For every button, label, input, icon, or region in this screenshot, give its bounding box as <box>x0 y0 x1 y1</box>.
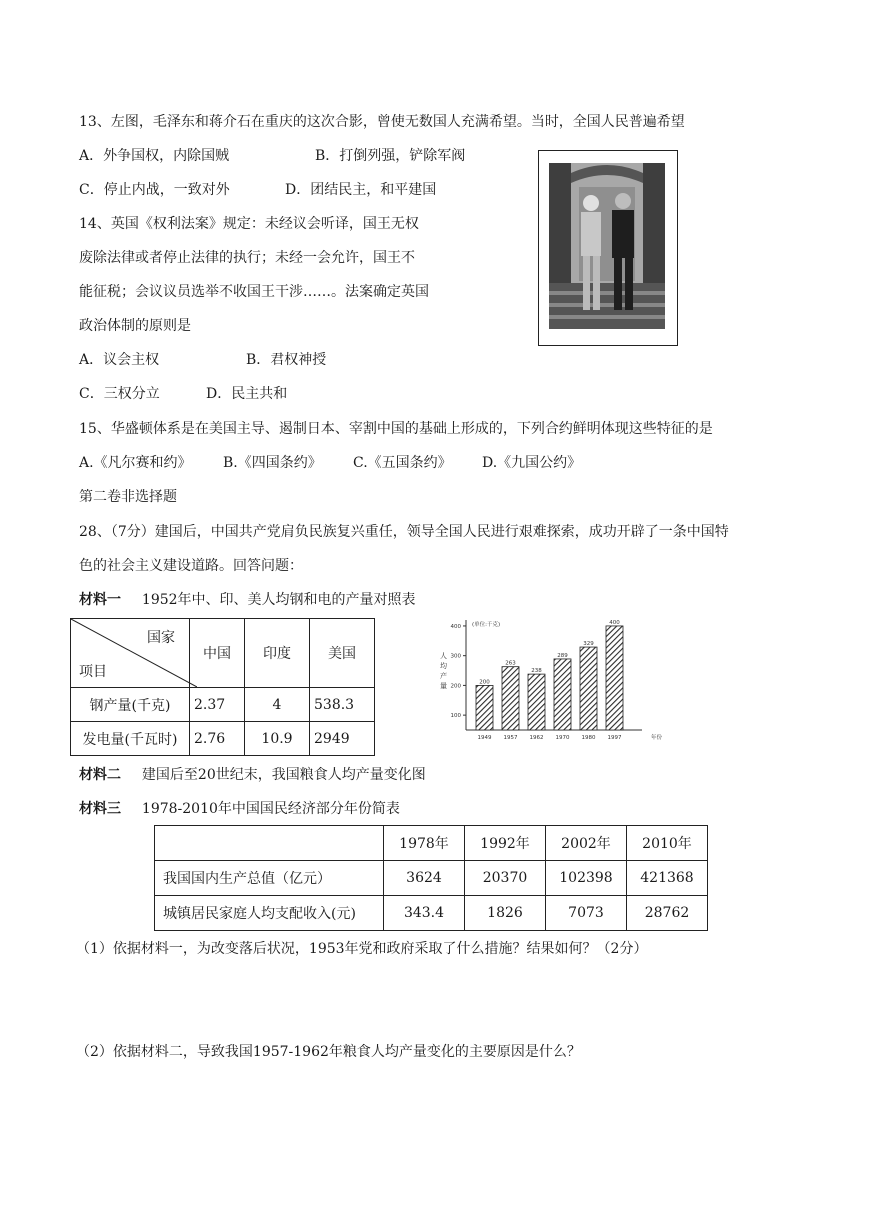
bar <box>476 685 493 730</box>
q14-option-a: A．议会主权 <box>79 352 160 368</box>
cell: 4 <box>245 688 310 722</box>
table-row <box>71 688 375 722</box>
cell: 7073 <box>546 896 627 931</box>
material-1-caption <box>79 591 416 609</box>
y-axis-label-char: 人 <box>440 652 447 660</box>
data-label: 329 <box>583 641 594 648</box>
header-cell: 印度 <box>245 619 310 688</box>
q14-line-1: 14、英国《权利法案》规定：未经议会听译，国王无权 <box>79 216 419 232</box>
section-title: 第二卷非选择题 <box>79 489 177 505</box>
cell: 538.3 <box>310 688 375 722</box>
cell: 102398 <box>546 861 627 896</box>
header-cell: 2010年 <box>627 826 708 861</box>
material-3-label: 材料三 <box>79 801 121 817</box>
q14-line-4: 政治体制的原则是 <box>79 318 191 334</box>
material-2-label: 材料二 <box>79 767 121 783</box>
table-corner-cell <box>71 619 190 688</box>
q13-option-b: B．打倒列强，铲除军阀 <box>315 148 466 164</box>
bar <box>528 674 545 730</box>
photo-illustration <box>549 163 665 329</box>
cell: 2.37 <box>190 688 245 722</box>
corner-country-label: 国家 <box>147 630 175 646</box>
row-label: 发电量(千瓦时) <box>71 722 190 756</box>
y-axis-label-char: 均 <box>440 662 447 670</box>
historical-photo-frame <box>538 150 678 346</box>
data-label: 200 <box>479 679 490 686</box>
q28-line-2: 色的社会主义建设道路。回答问题： <box>79 558 303 574</box>
cell: 20370 <box>465 861 546 896</box>
material-1-label: 材料一 <box>79 592 121 608</box>
data-label: 238 <box>531 668 542 675</box>
corner-item-label: 项目 <box>79 664 107 680</box>
table-corner-cell <box>155 826 384 861</box>
header-cell: 2002年 <box>546 826 627 861</box>
data-label: 263 <box>505 660 516 667</box>
y-tick-label: 200 <box>450 683 461 690</box>
table-row <box>71 619 375 688</box>
table-row <box>155 861 708 896</box>
q14-option-c: C．三权分立 <box>79 386 160 402</box>
material-1-text: 1952年中、印、美人均钢和电的产量对照表 <box>141 592 416 608</box>
data-label: 400 <box>609 619 620 626</box>
cell: 2.76 <box>190 722 245 756</box>
cell: 10.9 <box>245 722 310 756</box>
header-cell: 1992年 <box>465 826 546 861</box>
cell: 28762 <box>627 896 708 931</box>
y-axis-label-char: 量 <box>440 682 447 690</box>
q13-option-d: D．团结民主，和平建国 <box>285 182 437 198</box>
row-label: 城镇居民家庭人均支配收入(元) <box>155 896 384 931</box>
header-cell: 美国 <box>310 619 375 688</box>
q15-option-b: B.《四国条约》 <box>223 455 322 471</box>
bar <box>580 647 597 730</box>
x-tick-label: 1997 <box>607 735 622 741</box>
bar <box>554 659 571 730</box>
bar <box>606 626 623 730</box>
q14-line-3: 能征税；会议议员选举不收国王干涉……。法案确定英国 <box>79 284 429 300</box>
table-row <box>71 722 375 756</box>
row-label: 钢产量(千克) <box>71 688 190 722</box>
q15-option-d: D.《九国公约》 <box>482 455 582 471</box>
data-label: 289 <box>557 652 568 659</box>
q15-option-c: C.《五国条约》 <box>353 455 452 471</box>
q14-option-b: B．君权神授 <box>246 352 327 368</box>
table-row <box>155 826 708 861</box>
q13-option-a: A．外争国权，内除国贼 <box>79 148 230 164</box>
material-2-caption <box>79 766 426 784</box>
cell: 421368 <box>627 861 708 896</box>
q28-line-1: 28、（7分）建国后，中国共产党肩负民族复兴重任，领导全国人民进行艰难探索，成功开辟了一条中国特 <box>79 524 729 540</box>
material-3-text: 1978-2010年中国国民经济部分年份简表 <box>141 801 400 817</box>
x-axis-title: 年份 <box>650 735 662 741</box>
cell: 3624 <box>384 861 465 896</box>
q15-stem: 15、华盛顿体系是在美国主导、遏制日本、宰割中国的基础上形成的，下列合约鲜明体现这些特征的是 <box>79 421 713 437</box>
historical-photo <box>549 163 665 329</box>
grain-per-capita-chart <box>430 614 670 746</box>
cell: 1826 <box>465 896 546 931</box>
x-tick-label: 1980 <box>581 735 596 741</box>
steel-electricity-table <box>70 618 375 756</box>
q14-line-2: 废除法律或者停止法律的执行；未经一会允许，国王不 <box>79 250 415 266</box>
economy-table <box>154 825 708 931</box>
x-tick-label: 1962 <box>529 735 544 741</box>
cell: 343.4 <box>384 896 465 931</box>
q28-sub-1: （1）依据材料一，为改变落后状况，1953年党和政府采取了什么措施？结果如何？（2分） <box>76 941 648 957</box>
x-tick-label: 1957 <box>503 735 518 741</box>
material-3-caption <box>79 800 400 818</box>
y-tick-label: 100 <box>450 713 461 720</box>
q13-option-c: C．停止内战，一致对外 <box>79 182 230 198</box>
q14-option-d: D．民主共和 <box>206 386 288 402</box>
table-row <box>155 896 708 931</box>
material-2-text: 建国后至20世纪末，我国粮食人均产量变化图 <box>141 767 426 783</box>
header-cell: 1978年 <box>384 826 465 861</box>
y-tick-label: 300 <box>450 653 461 660</box>
y-tick-label: 400 <box>450 623 461 630</box>
y-axis-label-char: 产 <box>440 672 447 680</box>
x-tick-label: 1970 <box>555 735 570 741</box>
header-cell: 中国 <box>190 619 245 688</box>
x-tick-label: 1949 <box>477 735 492 741</box>
unit-label: (单位:千克) <box>472 622 501 628</box>
bar <box>502 667 519 730</box>
q13-stem: 13、左图，毛泽东和蒋介石在重庆的这次合影，曾使无数国人充满希望。当时，全国人民普遍希望 <box>79 114 685 130</box>
q28-sub-2: （2）依据材料二，导致我国1957-1962年粮食人均产量变化的主要原因是什么？ <box>76 1044 581 1060</box>
q15-option-a: A.《凡尔赛和约》 <box>79 455 192 471</box>
row-label: 我国国内生产总值（亿元） <box>155 861 384 896</box>
cell: 2949 <box>310 722 375 756</box>
